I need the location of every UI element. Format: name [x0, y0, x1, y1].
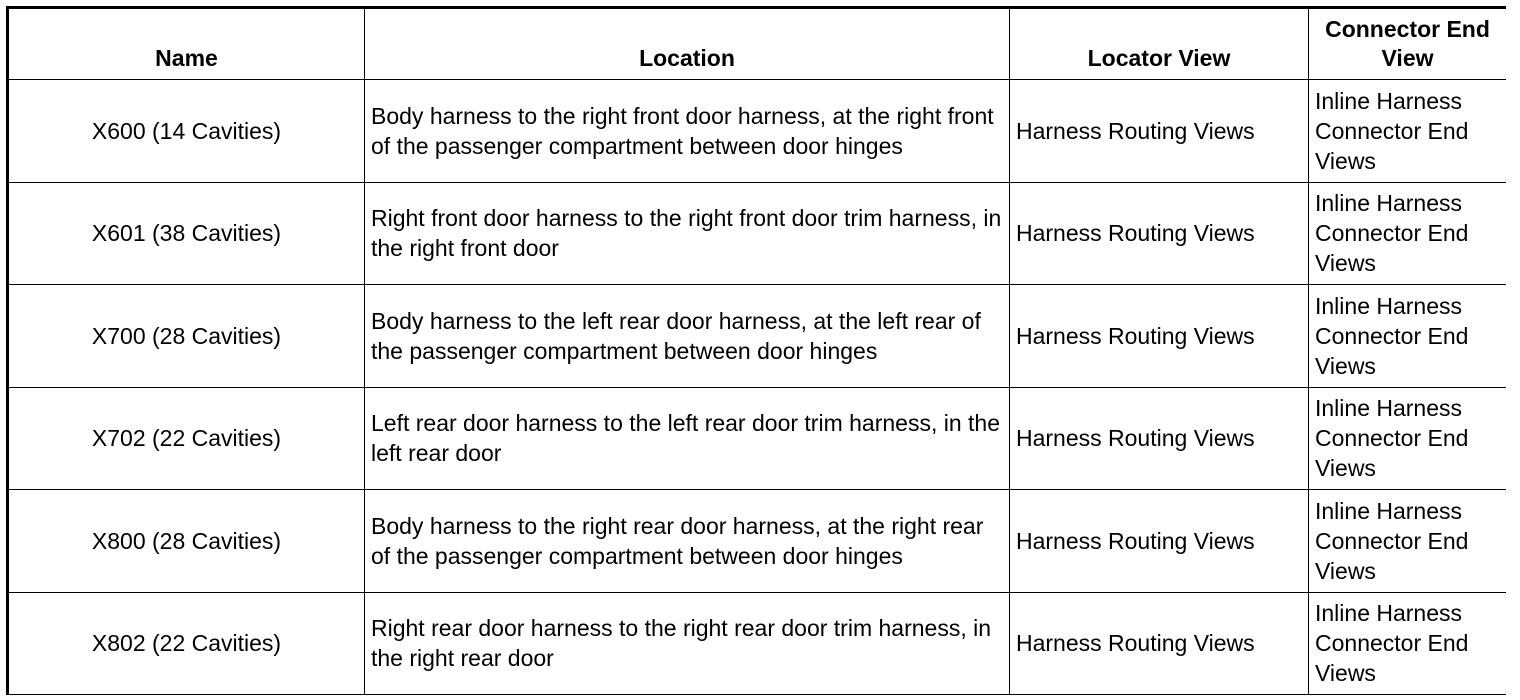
- cell-name: X702 (22 Cavities): [8, 387, 365, 490]
- cell-location: Body harness to the right front door harness, at the right front of the passenger compartment between door hinges: [365, 80, 1010, 183]
- table-row: [8, 182, 1507, 285]
- cell-connector-end-view[interactable]: Inline Harness Connector End Views: [1309, 592, 1507, 695]
- header-locator-view: Locator View: [1010, 8, 1309, 80]
- connector-table-sheet: [6, 6, 1506, 700]
- cell-location: Body harness to the left rear door harness, at the left rear of the passenger compartment between door hinges: [365, 285, 1010, 388]
- cell-location: Right rear door harness to the right rear door trim harness, in the right rear door: [365, 592, 1010, 695]
- connector-table: [6, 6, 1506, 695]
- cell-name: X601 (38 Cavities): [8, 182, 365, 285]
- table-header-row: [8, 8, 1507, 80]
- cell-name: X802 (22 Cavities): [8, 592, 365, 695]
- header-location: Location: [365, 8, 1010, 80]
- cell-location: Body harness to the right rear door harness, at the right rear of the passenger compartment between door hinges: [365, 490, 1010, 593]
- cell-connector-end-view[interactable]: Inline Harness Connector End Views: [1309, 490, 1507, 593]
- header-name: Name: [8, 8, 365, 80]
- table-row: [8, 387, 1507, 490]
- cell-name: X600 (14 Cavities): [8, 80, 365, 183]
- cell-connector-end-view[interactable]: Inline Harness Connector End Views: [1309, 80, 1507, 183]
- table-row: [8, 490, 1507, 593]
- cell-name: X800 (28 Cavities): [8, 490, 365, 593]
- cell-locator-view[interactable]: Harness Routing Views: [1010, 80, 1309, 183]
- table-row: [8, 80, 1507, 183]
- cell-connector-end-view[interactable]: Inline Harness Connector End Views: [1309, 387, 1507, 490]
- cell-locator-view[interactable]: Harness Routing Views: [1010, 182, 1309, 285]
- cell-locator-view[interactable]: Harness Routing Views: [1010, 592, 1309, 695]
- cell-location: Left rear door harness to the left rear door trim harness, in the left rear door: [365, 387, 1010, 490]
- cell-locator-view[interactable]: Harness Routing Views: [1010, 285, 1309, 388]
- cell-name: X700 (28 Cavities): [8, 285, 365, 388]
- cell-locator-view[interactable]: Harness Routing Views: [1010, 490, 1309, 593]
- table-row: [8, 592, 1507, 695]
- table-row: [8, 285, 1507, 388]
- cell-locator-view[interactable]: Harness Routing Views: [1010, 387, 1309, 490]
- cell-connector-end-view[interactable]: Inline Harness Connector End Views: [1309, 182, 1507, 285]
- cell-connector-end-view[interactable]: Inline Harness Connector End Views: [1309, 285, 1507, 388]
- header-connector-end-view: Connector End View: [1309, 8, 1507, 80]
- cell-location: Right front door harness to the right front door trim harness, in the right front door: [365, 182, 1010, 285]
